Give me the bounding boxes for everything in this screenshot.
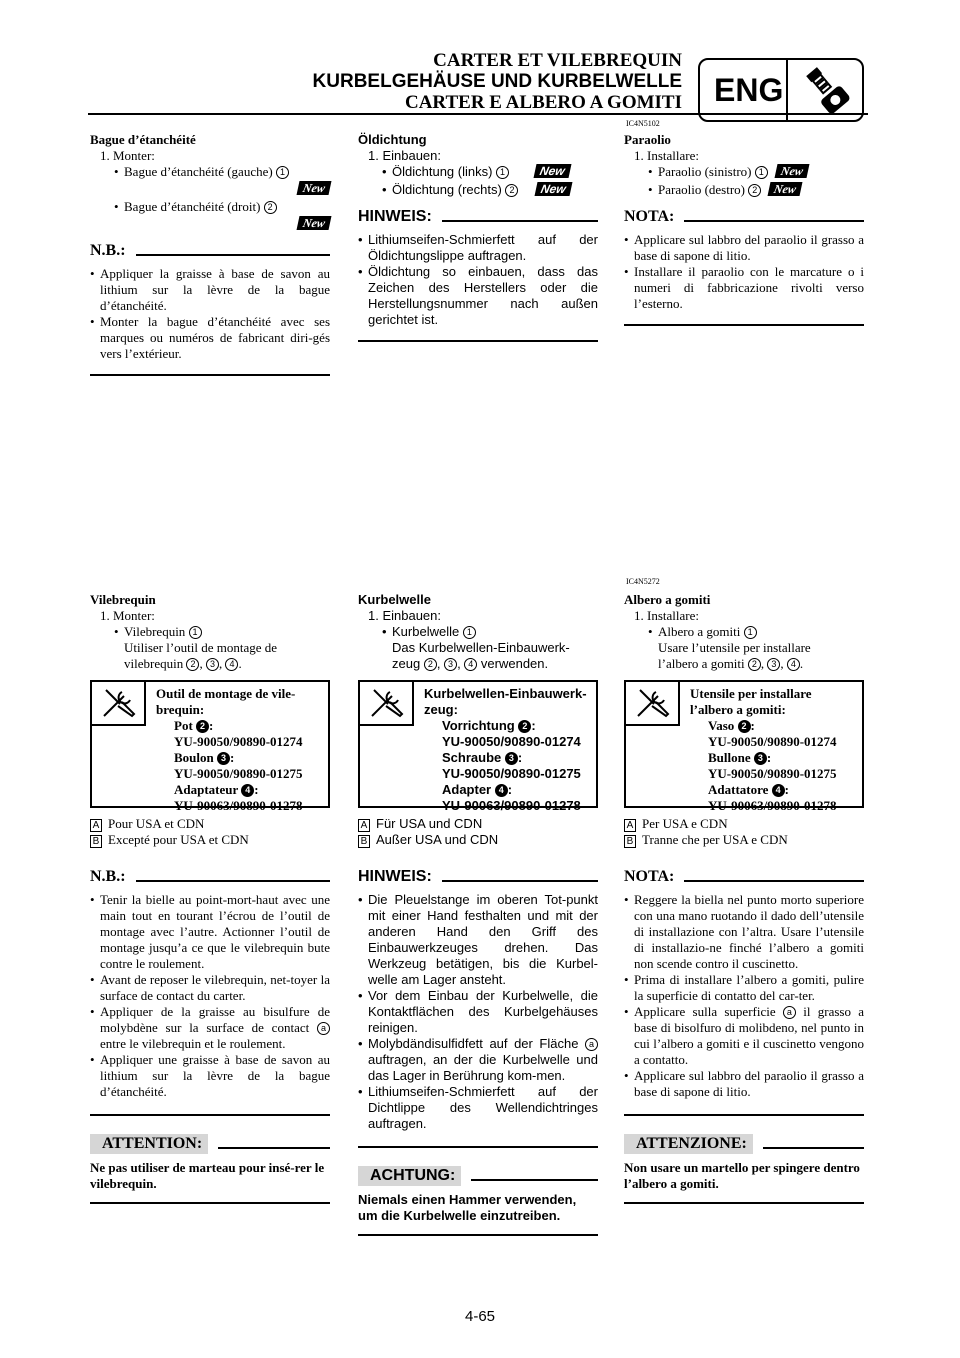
wrench-screwdriver-icon [634,686,672,720]
new-part-badge: New [535,182,573,196]
wrench-screwdriver-icon [100,686,138,720]
new-part-badge: New [774,164,809,178]
title-de: KURBELGEHÄUSE UND KURBELWELLE [312,71,682,92]
note-header: NOTA: [624,868,864,886]
attention-text: Ne pas utiliser de marteau pour insé-rer le vilebrequin. [90,1160,325,1191]
new-part-badge: New [297,181,332,195]
oil-seal-de: Öldichtung 1. Einbauen: • Öldichtung (links) 1 New • Öldichtung (rechts) 2 New HINWEIS: • Lithiumseifen-Schmierfett auf der Öldichtungslippe auftragen. • Öldichtung so einbauen, dass das Zeichen des Herstellers oder die Herstellungsnummer nach außen gerichtet ist. [358,132,598,342]
new-part-badge: New [297,216,332,230]
section-title [313,50,682,113]
note-header: N.B.: [90,868,330,886]
ref-code-bottom: IC4N5272 [626,577,660,586]
heading: Öldichtung [358,132,427,147]
attention-header: ATTENZIONE: [624,1134,864,1154]
eng-label: ENG [714,72,784,108]
page-number: 4-65 [464,1308,496,1325]
special-tool-box: Outil de montage de vile- brequin: Pot 2 : YU-90050/90890-01274 Boulon 3 : YU-90050/90890-01275 Adaptateur 4 : YU-90063/90890-01278 [90,680,330,808]
special-tool-box: Utensile per installare l’albero a gomiti: Vaso 2 : YU-90050/90890-01274 Bullone 3 : YU-90050/90890-01275 Adattatore 4 : YU-90063/90890-01278 [624,680,864,808]
note-header: HINWEIS: [358,868,598,886]
note-header: HINWEIS: [358,208,598,226]
attention-text: Non usare un martello per spingere dentro l’albero a gomiti. [624,1160,860,1191]
eng-badge [698,58,864,122]
attention-header: ATTENTION: [90,1134,330,1154]
heading: Vilebrequin [90,592,156,607]
heading: Kurbelwelle [358,592,431,607]
engine-piston-icon [796,64,858,116]
title-fr: CARTER ET VILEBREQUIN [433,50,682,71]
crankshaft-de: Kurbelwelle 1. Einbauen: • Kurbelwelle 1 Das Kurbelwellen-Einbauwerk- zeug 2 , 3 , 4 verwenden. Kurbelwellen-Einbauwerk- zeug: Vorrichtung 2 : YU-90050/90890-01274 Schraube 3 : YU-90050/90890-01275 Adapter 4 : YU-90063/90890-01278 A Für USA und CDN B Außer USA und CDN HINWEIS: • Die Pleuelstange im oberen Tot-punkt mit einer Hand festhalten und mit der anderen Hand den Griff des Einbauwerkzeuges drehen. Das Werkzeug betätigen, bis die Kurbel-welle am Lager ansteht. • Vor dem Einbau der Kurbelwelle, die Kontaktflächen des Kurbelgehäuses reinigen. • Molybdändisulfidfett auf der Fläche a auftragen, an der die Kurbelwelle und das Lager in Berührung kom-men. • Lithiumseifen-Schmierfett auf der Dichtlippe des Wellendichtringes auftragen. ACHTUNG: Niemals einen Hammer verwenden, um die Kurbelwelle einzutreiben. [358,592,598,1236]
new-part-badge: New [768,182,803,196]
new-part-badge: New [534,164,572,178]
heading: Bague d’étanchéité [90,132,196,147]
heading: Paraolio [624,132,671,147]
title-it: CARTER E ALBERO A GOMITI [404,92,682,113]
crankshaft-fr: Vilebrequin 1. Monter: • Vilebrequin 1 Utiliser l’outil de montage de vilebrequin 2 , 3 , 4 . Outil de montage de vile- brequin: Pot 2 : YU-90050/90890-01274 Boulon 3 : YU-90050/90890-01275 Adaptateur 4 : YU-90063/90890-01278 A Pour USA et CDN B Excepté pour USA et CDN N.B.: • Tenir la bielle au point-mort-haut avec une main tout en tourant l’écrou de l’outil de montage avec l’autre. Actionner l’outil de montage jusqu’a ce que le vilebrequin bute contre le roulement. • Avant de reposer le vilebrequin, net-toyer la surface de contact du carter. • Appliquer de la graisse au bisulfure de molybdène sur la surface de contact a entre le vilebrequin et le roulement. • Appliquer une graisse à base de savon au lithium sur la lèvre de la bague d’étanchéité. ATTENTION: Ne pas utiliser de marteau pour insé-rer le vilebrequin. [90,592,330,1204]
ref-code-top: IC4N5102 [626,119,660,128]
wrench-screwdriver-icon [368,686,406,720]
attention-header: ACHTUNG: [358,1166,598,1186]
heading: Albero a gomiti [624,592,711,607]
oil-seal-fr: Bague d’étanchéité 1. Monter: • Bague d’étanchéité (gauche) 1 New • Bague d’étanchéité (droit) 2 New N.B.: • Appliquer la graisse à base de savon au lithium sur la lèvre de la bague d’étanchéité. • Monter la bague d’étanchéité avec ses marques ou numéros de fabricant diri-gés vers l’extérieur. [90,132,330,376]
note-header: NOTA: [624,208,864,226]
attention-text: Niemals einen Hammer verwenden, um die Kurbelwelle einzutreiben. [358,1192,577,1223]
crankshaft-it: Albero a gomiti 1. Installare: • Albero a gomiti 1 Usare l’utensile per installare l’albero a gomiti 2 , 3 , 4 . Utensile per installare l’albero a gomiti: Vaso 2 : YU-90050/90890-01274 Bullone 3 : YU-90050/90890-01275 Adattatore 4 : YU-90063/90890-01278 A Per USA e CDN B Tranne che per USA e CDN NOTA: • Reggere la biella nel punto morto superiore con una mano ruotando il dado dell’utensile di installazione con l’altra. Usare l’utensile di installazio-ne finché l’albero a gomiti non scende contro il cuscinetto. • Prima di installare l’albero a gomiti, pulire la superficie di contatto del car-ter. • Applicare sulla superficie a il grasso a base di bisolfuro di molibdeno, nel punto in cui l’albero a gomiti e il cuscinetto vengono a contatto. • Applicare sul labbro del paraolio il grasso a base di sapone di litio. ATTENZIONE: Non usare un martello per spingere dentro l’albero a gomiti. [624,592,864,1204]
special-tool-box: Kurbelwellen-Einbauwerk- zeug: Vorrichtung 2 : YU-90050/90890-01274 Schraube 3 : YU-90050/90890-01275 Adapter 4 : YU-90063/90890-01278 [358,680,598,808]
note-header: N.B.: [90,242,330,260]
oil-seal-it: Paraolio 1. Installare: • Paraolio (sinistro) 1 New • Paraolio (destro) 2 New NOTA: • Applicare sul labbro del paraolio il grasso a base di sapone di litio. • Installare il paraolio con le marcature o i numeri di fabbricazione rivolti verso l’esterno. [624,132,864,326]
